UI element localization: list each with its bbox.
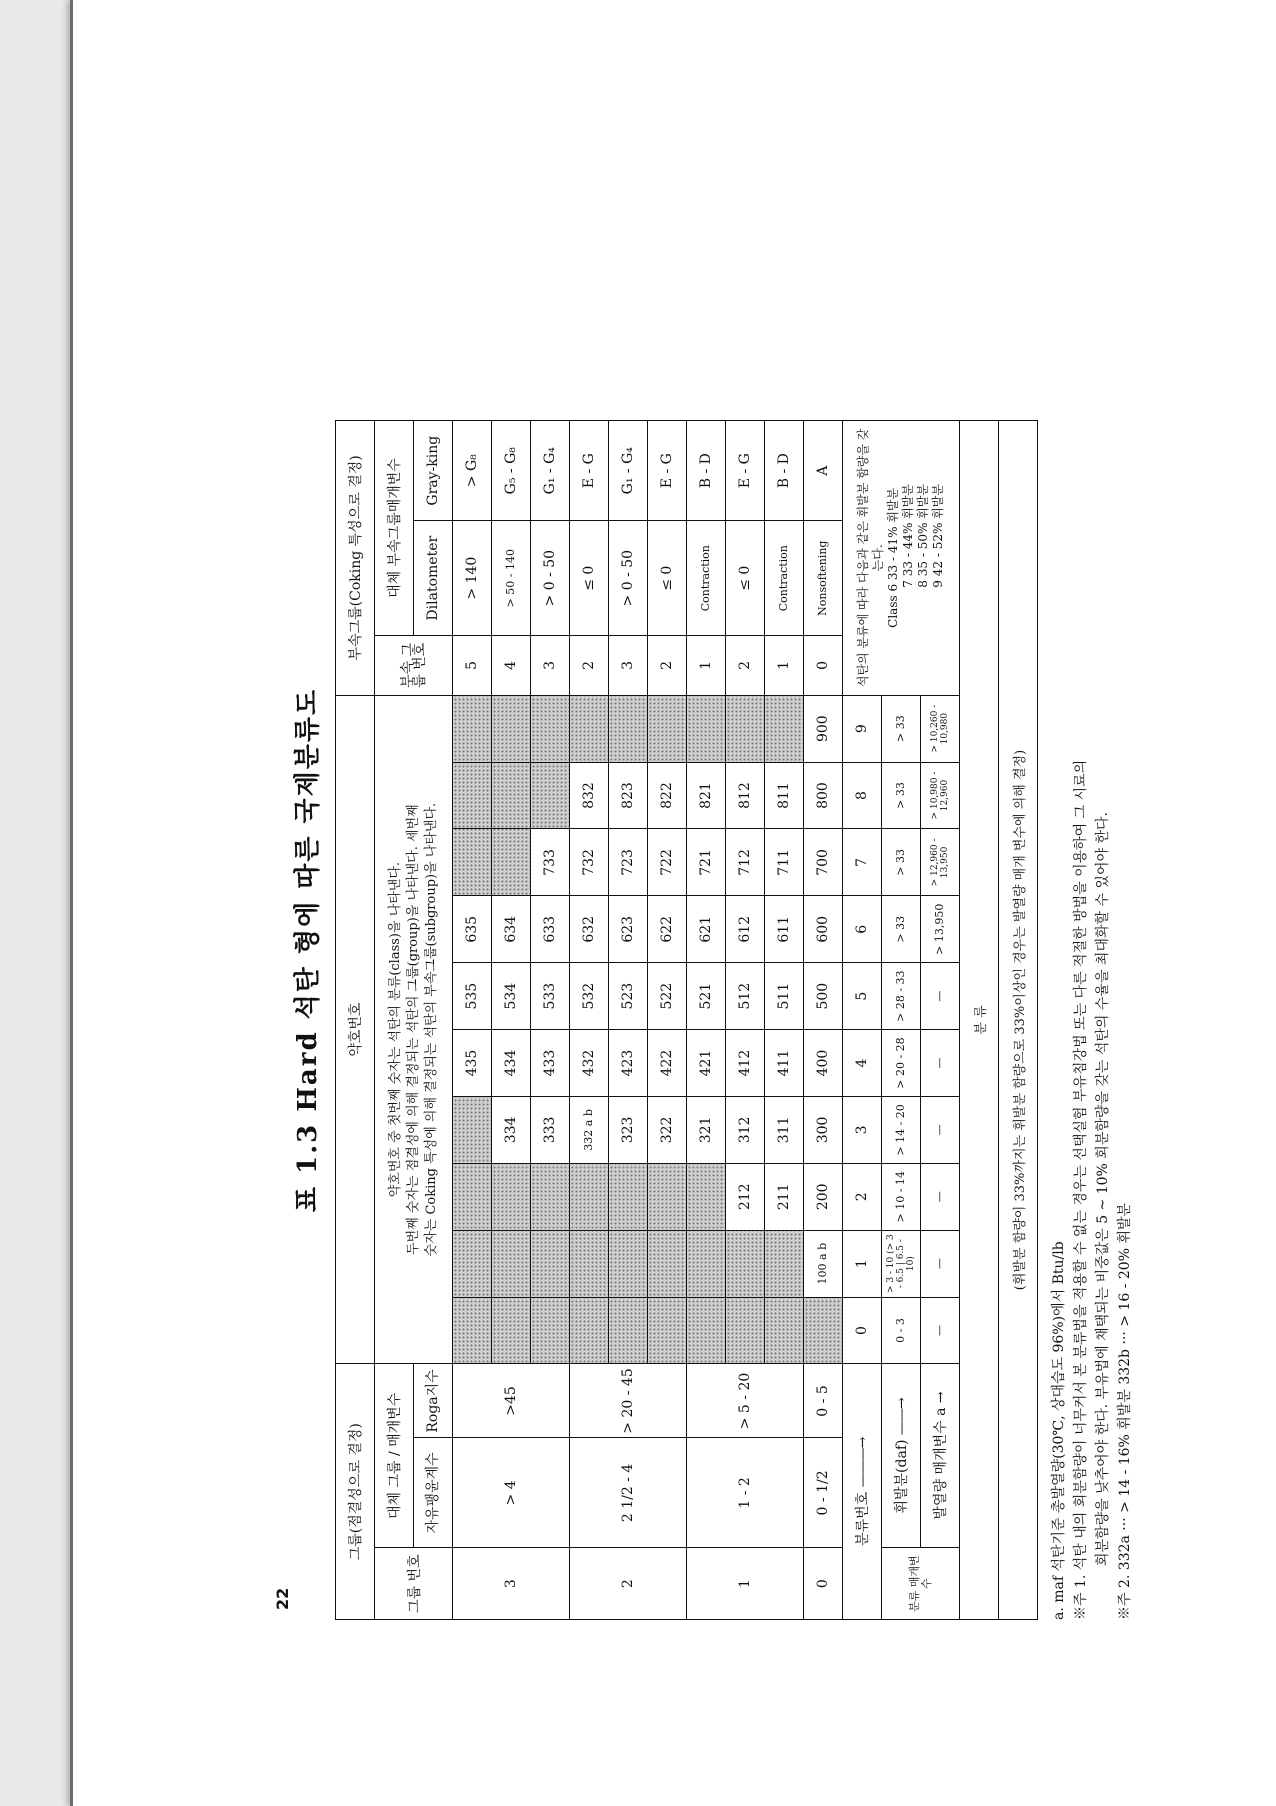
volatile-value: > 28 - 33 [882, 963, 921, 1030]
fsi-header: 자유팽윤계수 [414, 1438, 453, 1548]
volatile-value: > 33 [882, 896, 921, 963]
code-cell: 900 [804, 695, 843, 762]
group-number: 1 [687, 1548, 804, 1620]
class-number: 0 [843, 1297, 882, 1364]
class-number: 9 [843, 695, 882, 762]
shaded-cell [453, 1297, 492, 1364]
calorific-label-text: 발열량 매개변수 a [933, 1407, 949, 1520]
dilatometer-value: Nonsoftening [804, 521, 843, 636]
dilatometer-value: > 0 - 50 [531, 521, 570, 636]
code-cell: 422 [648, 1030, 687, 1097]
shaded-cell [492, 829, 531, 896]
shaded-cell [570, 1297, 609, 1364]
code-cell: 623 [609, 896, 648, 963]
calorific-value: > 10,980 - 12,960 [921, 762, 960, 829]
shaded-cell [492, 1297, 531, 1364]
shaded-cell [765, 1230, 804, 1297]
class-note-line: 석탄의 분류에 따라 다음과 같은 휘발분 함량을 갖는다. [856, 428, 885, 688]
code-cell: 434 [492, 1030, 531, 1097]
code-cell: 535 [453, 963, 492, 1030]
grayking-value: B - D [765, 421, 804, 521]
code-cell: 635 [453, 896, 492, 963]
shaded-cell [492, 762, 531, 829]
arrow-icon: ———→ [855, 1437, 871, 1488]
volatile-value: > 10 - 14 [882, 1163, 921, 1230]
code-cell: 500 [804, 963, 843, 1030]
class-note-line: Class 6 33 - 41% 휘발분 [886, 487, 900, 628]
shaded-cell [609, 1297, 648, 1364]
shaded-cell [531, 695, 570, 762]
code-cell: 700 [804, 829, 843, 896]
shaded-cell [492, 1230, 531, 1297]
footer-note: (휘발분 함량이 33%까지는 휘발분 함량으로 33%이상인 경우는 발열량 매개 변수에 의해 결정) [999, 421, 1038, 1620]
code-cell: 733 [531, 829, 570, 896]
shaded-cell [453, 829, 492, 896]
shaded-cell [687, 1297, 726, 1364]
group-section-header: 그룹(점결성으로 결정) [336, 1364, 375, 1620]
roga-value: > 5 - 20 [687, 1364, 804, 1438]
alt-subgroup-params-header: 대체 부속그룹매개변수 [375, 421, 414, 636]
code-cell: 732 [570, 829, 609, 896]
class-number: 1 [843, 1230, 882, 1297]
page-number: 22 [273, 1587, 292, 1610]
calorific-value: > 12,960 - 13,950 [921, 829, 960, 896]
grayking-value: E - G [726, 421, 765, 521]
code-cell: 421 [687, 1030, 726, 1097]
param-label: 분류 매개변수 [882, 1548, 960, 1620]
code-cell: 533 [531, 963, 570, 1030]
code-cell: 721 [687, 829, 726, 896]
shaded-cell [687, 1230, 726, 1297]
code-cell: 200 [804, 1163, 843, 1230]
grayking-value: B - D [687, 421, 726, 521]
code-cell: 323 [609, 1096, 648, 1163]
calorific-value: — [921, 1096, 960, 1163]
code-cell: 522 [648, 963, 687, 1030]
class-number: 3 [843, 1096, 882, 1163]
class-note-line: 8 35 - 50% 휘발분 [916, 484, 930, 588]
table-row [804, 421, 843, 1620]
code-cell: 532 [570, 963, 609, 1030]
code-cell: 611 [765, 896, 804, 963]
code-section-header: 약호번호 [336, 695, 375, 1364]
document-page [70, 0, 1276, 1806]
code-cell: 712 [726, 829, 765, 896]
volatile-value: > 33 [882, 762, 921, 829]
shaded-cell [492, 695, 531, 762]
calorific-value: — [921, 1163, 960, 1230]
code-cell: 622 [648, 896, 687, 963]
code-cell: 521 [687, 963, 726, 1030]
table-row [570, 421, 609, 1620]
grayking-value: G₁ - G₄ [609, 421, 648, 521]
dilatometer-value: ≤ 0 [570, 521, 609, 636]
subgroup-number: 2 [726, 636, 765, 696]
calorific-label [921, 1364, 960, 1548]
legend-line: 약호번호 중 첫번째 숫자는 석탄의 분류(class)을 나타낸다. [387, 861, 403, 1198]
fsi-value: 0 - 1/2 [804, 1438, 843, 1548]
grayking-value: > G₈ [453, 421, 492, 521]
code-cell: 312 [726, 1096, 765, 1163]
code-cell: 612 [726, 896, 765, 963]
rotated-scan [281, 280, 1201, 1620]
alt-group-params-header: 대체 그룹 / 매개변수 [375, 1364, 414, 1548]
shaded-cell [648, 1163, 687, 1230]
class-number-label [843, 1364, 882, 1620]
calorific-value: > 10,260 - 10,980 [921, 695, 960, 762]
class-footer: 분 류 [960, 421, 999, 1620]
dilatometer-value: > 50 - 140 [492, 521, 531, 636]
calorific-value: — [921, 963, 960, 1030]
subgroup-number: 1 [687, 636, 726, 696]
calorific-value: > 13,950 [921, 896, 960, 963]
shaded-cell [570, 695, 609, 762]
shaded-cell [765, 1297, 804, 1364]
shaded-cell [726, 1297, 765, 1364]
grayking-value: E - G [648, 421, 687, 521]
calorific-value: — [921, 1297, 960, 1364]
group-no-header: 그룹 번호 [375, 1548, 453, 1620]
class-number-row [843, 421, 882, 1620]
group-number: 0 [804, 1548, 843, 1620]
shaded-cell [453, 695, 492, 762]
shaded-cell [609, 1230, 648, 1297]
shaded-cell [648, 1230, 687, 1297]
grayking-value: G₅ - G₈ [492, 421, 531, 521]
shaded-cell [765, 695, 804, 762]
volatile-value: > 33 [882, 695, 921, 762]
code-cell: 812 [726, 762, 765, 829]
subgroup-number: 0 [804, 636, 843, 696]
code-cell: 212 [726, 1163, 765, 1230]
shaded-cell [648, 695, 687, 762]
code-cell: 822 [648, 762, 687, 829]
grayking-header: Gray-king [414, 421, 453, 521]
code-cell: 334 [492, 1096, 531, 1163]
fsi-value: > 4 [453, 1438, 570, 1548]
code-cell: 300 [804, 1096, 843, 1163]
code-cell: 832 [570, 762, 609, 829]
subgroup-number: 2 [648, 636, 687, 696]
code-cell: 821 [687, 762, 726, 829]
code-cell: 711 [765, 829, 804, 896]
volatile-value: > 14 - 20 [882, 1096, 921, 1163]
code-cell: 800 [804, 762, 843, 829]
shaded-cell [492, 1163, 531, 1230]
code-cell: 400 [804, 1030, 843, 1097]
code-cell: 811 [765, 762, 804, 829]
legend-line: 숫자는 Coking 특성에 의해 결정되는 석탄의 부속그룹(subgroup)을 나타낸다. [423, 802, 439, 1257]
class-number: 8 [843, 762, 882, 829]
code-cell: 311 [765, 1096, 804, 1163]
footnote: ※주 2. 332a ··· > 14 - 16% 휘발분 332b ··· > 16 - 20% 휘발분 [1117, 1202, 1133, 1620]
class-number-label-text: 분류번호 [855, 1491, 871, 1546]
code-cell: 333 [531, 1096, 570, 1163]
shaded-cell [453, 1096, 492, 1163]
table-row [687, 421, 726, 1620]
grayking-value: G₁ - G₄ [531, 421, 570, 521]
shaded-cell [609, 695, 648, 762]
class-number: 6 [843, 896, 882, 963]
footer-note-row [999, 421, 1038, 1620]
shaded-cell [531, 1163, 570, 1230]
subgroup-section-header: 부속그룹(Coking 특성으로 결정) [336, 421, 375, 696]
shaded-cell [453, 1163, 492, 1230]
class-number: 2 [843, 1163, 882, 1230]
subgroup-no-header: 부속 그룹 번호 [375, 636, 453, 696]
code-cell: 100 a b [804, 1230, 843, 1297]
shaded-cell [648, 1297, 687, 1364]
shaded-cell [804, 1297, 843, 1364]
legend-line: 두번째 숫자는 점결성에 의해 결정되는 석탄의 그룹(group)을 나타낸다. 세번째 [405, 804, 421, 1255]
shaded-cell [453, 762, 492, 829]
calorific-value: — [921, 1230, 960, 1297]
shaded-cell [726, 1230, 765, 1297]
shaded-cell [570, 1163, 609, 1230]
subgroup-number: 2 [570, 636, 609, 696]
code-legend [375, 695, 453, 1364]
code-cell: 523 [609, 963, 648, 1030]
code-cell: 332 a b [570, 1096, 609, 1163]
calorific-value: — [921, 1030, 960, 1097]
shaded-cell [726, 695, 765, 762]
volatile-label-text: 휘발분(daf) [894, 1439, 910, 1514]
dilatometer-value: ≤ 0 [726, 521, 765, 636]
group-number: 2 [570, 1548, 687, 1620]
class-note-line: 9 42 - 52% 휘발분 [931, 484, 945, 588]
code-cell: 723 [609, 829, 648, 896]
footnote: ※주 1. 석탄 내의 회분함량이 너무커서 본 분류법을 적용할 수 없는 경우는 선택실험 부유침강법 또는 다른 적절한 방법을 이용하여 그 시료의 [1073, 759, 1089, 1620]
table-row [453, 421, 492, 1620]
class-number: 7 [843, 829, 882, 896]
code-cell: 211 [765, 1163, 804, 1230]
code-cell: 633 [531, 896, 570, 963]
roga-header: Roga지수 [414, 1364, 453, 1438]
code-cell: 432 [570, 1030, 609, 1097]
code-cell: 512 [726, 963, 765, 1030]
footnotes [1048, 420, 1136, 1620]
class-note-line: 7 33 - 44% 휘발분 [901, 484, 915, 588]
code-cell: 322 [648, 1096, 687, 1163]
subgroup-number: 1 [765, 636, 804, 696]
dilatometer-header: Dilatometer [414, 521, 453, 636]
grayking-value: E - G [570, 421, 609, 521]
shaded-cell [531, 762, 570, 829]
grayking-value: A [804, 421, 843, 521]
code-cell: 511 [765, 963, 804, 1030]
shaded-cell [609, 1163, 648, 1230]
shaded-cell [570, 1230, 609, 1297]
footnote: 회분함량을 낮추어야 한다. 부유법에 채택되는 비중값은 5 ~ 10% 회분함량을 갖는 석탄의 수율을 최대화할 수 있어야 한다. [1095, 812, 1111, 1566]
code-cell: 600 [804, 896, 843, 963]
code-cell: 321 [687, 1096, 726, 1163]
fsi-value: 1 - 2 [687, 1438, 804, 1548]
volatile-label [882, 1364, 921, 1548]
class-footer-row [960, 421, 999, 1620]
class-number: 5 [843, 963, 882, 1030]
roga-value: >45 [453, 1364, 570, 1438]
subgroup-number: 4 [492, 636, 531, 696]
code-cell: 435 [453, 1030, 492, 1097]
code-cell: 621 [687, 896, 726, 963]
code-cell: 634 [492, 896, 531, 963]
code-cell: 412 [726, 1030, 765, 1097]
volatile-value: > 3 - 10 (> 3 - 6.5 | 6.5 - 10) [882, 1230, 921, 1297]
code-cell: 823 [609, 762, 648, 829]
footnote: a. maf 석탄기준 총발열량(30℃, 상대습도 96%)에서 Btu/lb [1051, 1241, 1067, 1620]
code-cell: 632 [570, 896, 609, 963]
table-title: 표 1.3 Hard 석탄 형에 따른 국제분류도 [293, 687, 323, 1213]
code-cell: 722 [648, 829, 687, 896]
volatile-value: > 33 [882, 829, 921, 896]
dilatometer-value: ≤ 0 [648, 521, 687, 636]
dilatometer-value: > 0 - 50 [609, 521, 648, 636]
shaded-cell [531, 1230, 570, 1297]
class-number: 4 [843, 1030, 882, 1097]
code-cell: 423 [609, 1030, 648, 1097]
roga-value: 0 - 5 [804, 1364, 843, 1438]
shaded-cell [453, 1230, 492, 1297]
shaded-cell [531, 1297, 570, 1364]
classification-table [335, 420, 1038, 1620]
class-notes [843, 421, 960, 696]
shaded-cell [687, 695, 726, 762]
subgroup-number: 5 [453, 636, 492, 696]
shaded-cell [687, 1163, 726, 1230]
group-number: 3 [453, 1548, 570, 1620]
fsi-value: 2 1/2 - 4 [570, 1438, 687, 1548]
code-cell: 433 [531, 1030, 570, 1097]
volatile-value: 0 - 3 [882, 1297, 921, 1364]
roga-value: > 20 - 45 [570, 1364, 687, 1438]
arrow-icon: → [933, 1392, 949, 1404]
volatile-value: > 20 - 28 [882, 1030, 921, 1097]
subgroup-number: 3 [531, 636, 570, 696]
arrow-icon: ——→ [894, 1398, 910, 1436]
dilatometer-value: > 140 [453, 521, 492, 636]
code-cell: 534 [492, 963, 531, 1030]
dilatometer-value: Contraction [687, 521, 726, 636]
dilatometer-value: Contraction [765, 521, 804, 636]
code-cell: 411 [765, 1030, 804, 1097]
subgroup-number: 3 [609, 636, 648, 696]
